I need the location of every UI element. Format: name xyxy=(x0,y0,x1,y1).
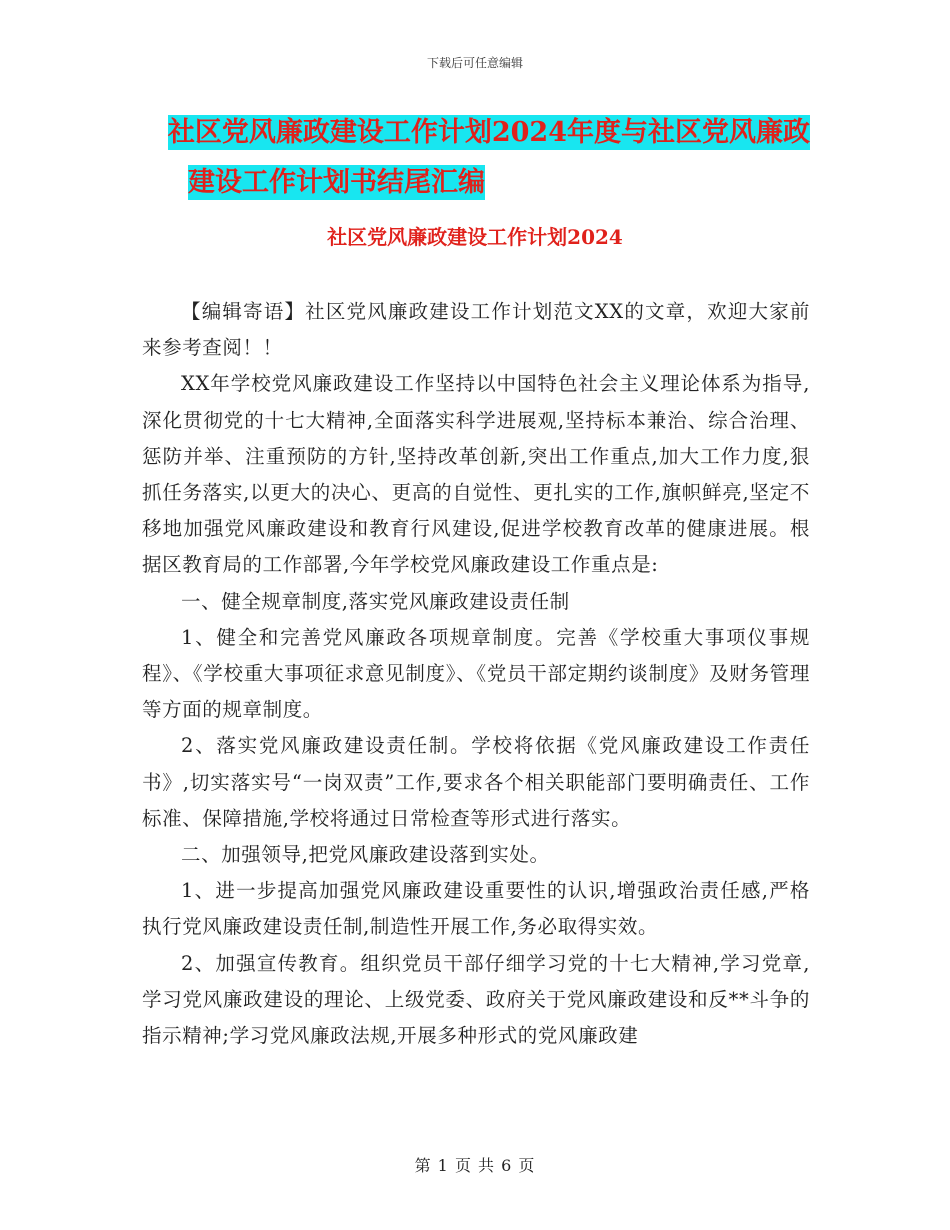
title-line-1 xyxy=(140,108,830,158)
paragraph-item-2-2: 2、加强宣传教育。组织党员干部仔细学习党的十七大精神,学习党章,学习党风廉政建设的理论、上级党委、政府关于党风廉政建设和反**斗争的指示精神;学习党风廉政法规,开展多种形式的党风廉政建 xyxy=(142,951,810,1048)
document-body xyxy=(142,294,810,1054)
header-note: 下载后可任意编辑 xyxy=(426,56,523,70)
paragraph-editor-note: 【编辑寄语】社区党风廉政建设工作计划范文XX的文章，欢迎大家前来参考查阅！！ xyxy=(142,300,810,360)
title-line-2-text: 建设工作计划书结尾汇编 xyxy=(188,167,485,198)
section-title: 社区党风廉政建设工作计划2024 xyxy=(327,225,623,249)
paragraph-item-2-1: 1、进一步提高加强党风廉政建设重要性的认识,增强政治责任感,严格执行党风廉政建设责任制,制造性开展工作,务必取得实效。 xyxy=(142,879,810,939)
paragraph-heading-1: 一、健全规章制度,落实党风廉政建设责任制 xyxy=(181,589,570,613)
page-footer: 第 1 页 共 6 页 xyxy=(414,1156,536,1175)
paragraph-heading-2: 二、加强领导,把党风廉政建设落到实处。 xyxy=(181,843,550,867)
paragraph-item-1-1: 1、健全和完善党风廉政各项规章制度。完善《学校重大事项仪事规程》、《学校重大事项征求意见制度》、《党员干部定期约谈制度》及财务管理等方面的规章制度。 xyxy=(142,625,810,722)
document-title xyxy=(140,108,830,208)
title-line-1-text: 社区党风廉政建设工作计划2024年度与社区党风廉政 xyxy=(167,117,810,148)
paragraph-intro: XX年学校党风廉政建设工作坚持以中国特色社会主义理论体系为指导,深化贯彻党的十七大精神,全面落实科学进展观,坚持标本兼治、综合治理、惩防并举、注重预防的方针,坚持改革创新,突出工作重点,加大工作力度,狠抓任务落实,以更大的决心、更高的自觉性、更扎实的工作,旗帜鲜亮,坚定不移地加强党风廉政建设和教育行风建设,促进学校教育改革的健康进展。根据区教育局的工作部署,今年学校党风廉政建设工作重点是: xyxy=(142,372,810,577)
title-line-2 xyxy=(140,158,830,208)
paragraph-item-1-2: 2、落实党风廉政建设责任制。学校将依据《党风廉政建设工作责任书》,切实落实号“一岗双责”工作,要求各个相关职能部门要明确责任、工作标准、保障措施,学校将通过日常检查等形式进行落实。 xyxy=(142,734,810,830)
